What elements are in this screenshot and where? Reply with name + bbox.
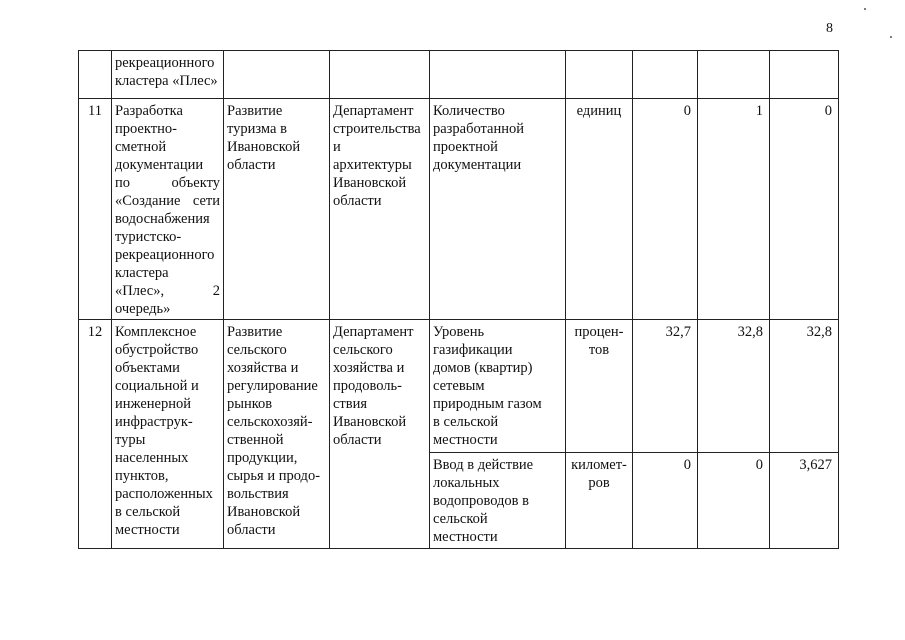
indicator-cell: Количество разработанной проектной документации <box>430 99 566 320</box>
program-cell: Развитие туризма в Ивановской области <box>224 99 330 320</box>
row-number: 11 <box>79 99 112 320</box>
value-cell: 3,627 <box>770 453 839 549</box>
scan-speck <box>864 8 866 10</box>
program-cell <box>224 51 330 99</box>
row-number <box>79 51 112 99</box>
value-cell: 32,7 <box>633 320 698 453</box>
value-cell: 1 <box>698 99 770 320</box>
unit-cell <box>566 51 633 99</box>
value-cell <box>698 51 770 99</box>
page-number: 8 <box>826 21 833 36</box>
scan-speck <box>890 36 892 38</box>
executor-cell: Департамент строительства и архитектуры Ивановской области <box>330 99 430 320</box>
value-cell: 32,8 <box>698 320 770 453</box>
executor-cell: Департамент сельского хозяйства и продоволь- ствия Ивановской области <box>330 320 430 549</box>
indicator-cell: Ввод в действие локальных водопроводов в сельской местности <box>430 453 566 549</box>
value-cell <box>633 51 698 99</box>
event-cell: рекреационного кластера «Плес» <box>112 51 224 99</box>
row-number: 12 <box>79 320 112 549</box>
executor-cell <box>330 51 430 99</box>
value-cell: 0 <box>770 99 839 320</box>
value-cell: 0 <box>633 453 698 549</box>
unit-cell: процен- тов <box>566 320 633 453</box>
table-row <box>79 99 839 320</box>
indicator-cell: Уровень газификации домов (квартир) сетевым природным газом в сельской местности <box>430 320 566 453</box>
data-table <box>78 50 839 549</box>
value-cell: 32,8 <box>770 320 839 453</box>
value-cell: 0 <box>633 99 698 320</box>
event-cell: Комплексное обустройство объектами социальной и инженерной инфраструк- туры населенных пунктов, расположенных в сельской местности <box>112 320 224 549</box>
table-row <box>79 320 839 453</box>
unit-cell: километ- ров <box>566 453 633 549</box>
table-row <box>79 51 839 99</box>
indicator-cell <box>430 51 566 99</box>
value-cell <box>770 51 839 99</box>
event-cell: Разработка проектно-сметной документации по объекту «Создание сети водоснабжения туристско-рекреационного кластера «Плес», 2 очередь» <box>112 99 224 320</box>
value-cell: 0 <box>698 453 770 549</box>
unit-cell: единиц <box>566 99 633 320</box>
program-cell: Развитие сельского хозяйства и регулирование рынков сельскохозяй- ственной продукции, сырья и продо- вольствия Ивановской области <box>224 320 330 549</box>
